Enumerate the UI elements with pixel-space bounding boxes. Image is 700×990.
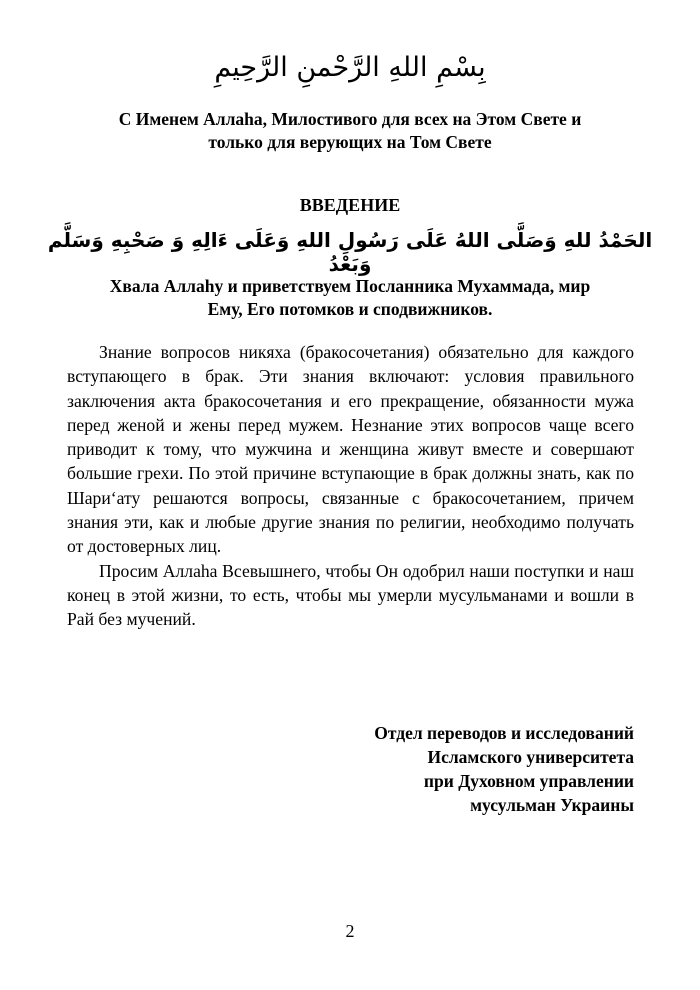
praise-line-1: Хвала Аллаhу и приветствуем Посланника Мухаммада, мир (109, 276, 591, 296)
body-text (67, 340, 634, 632)
signature-line-2: Исламского университета (427, 747, 634, 767)
heading-line-1: С Именем Аллаhа, Милостивого для всех на Этом Свете и (118, 109, 582, 129)
signature-line-4: мусульман Украины (470, 795, 634, 815)
praise-line-2: Ему, Его потомков и сподвижников. (207, 299, 493, 319)
heading-line-2: только для верующих на Том Свете (208, 132, 492, 152)
paragraph-2: Просим Аллаhа Всевышнего, чтобы Он одобрил наши поступки и наш конец в этой жизни, то есть, чтобы мы умерли мусульманами и вошли в Рай без мучений. (67, 560, 634, 630)
page-heading (60, 108, 640, 154)
arabic-praise: الحَمْدُ للهِ وَصَلَّى اللهُ عَلَى رَسُولِ اللهِ وَعَلَى ءَالِهِ وَ صَحْبِهِ وَسَلَّم وَبَعْدُ (47, 228, 653, 276)
signature-block (374, 721, 634, 817)
basmala: بِسْمِ اللهِ الرَّحْمنِ الرَّحِيمِ (214, 52, 486, 83)
page-number: 2 (345, 921, 355, 941)
praise-heading (70, 275, 630, 321)
paragraph-1: Знание вопросов никяха (бракосочетания) обязательно для каждого вступающего в брак. Эти знания включают: условия правильного заключения акта бракосочетания и его прекращение, обязанности мужа перед женой и жены перед мужем. Незнание этих вопросов чаще всего приводит к тому, что мужчина и женщина живут вместе и совершают большие грехи. По этой причине вступающие в брак должны знать, как по Шари‘ату решаются вопросы, связанные с бракосочетанием, причем знания эти, как и любые другие знания по религии, необходимо получать от достоверных лиц. (67, 342, 634, 557)
signature-line-1: Отдел переводов и исследований (374, 723, 634, 743)
signature-line-3: при Духовном управлении (423, 771, 634, 791)
section-title: ВВЕДЕНИЕ (299, 195, 401, 215)
